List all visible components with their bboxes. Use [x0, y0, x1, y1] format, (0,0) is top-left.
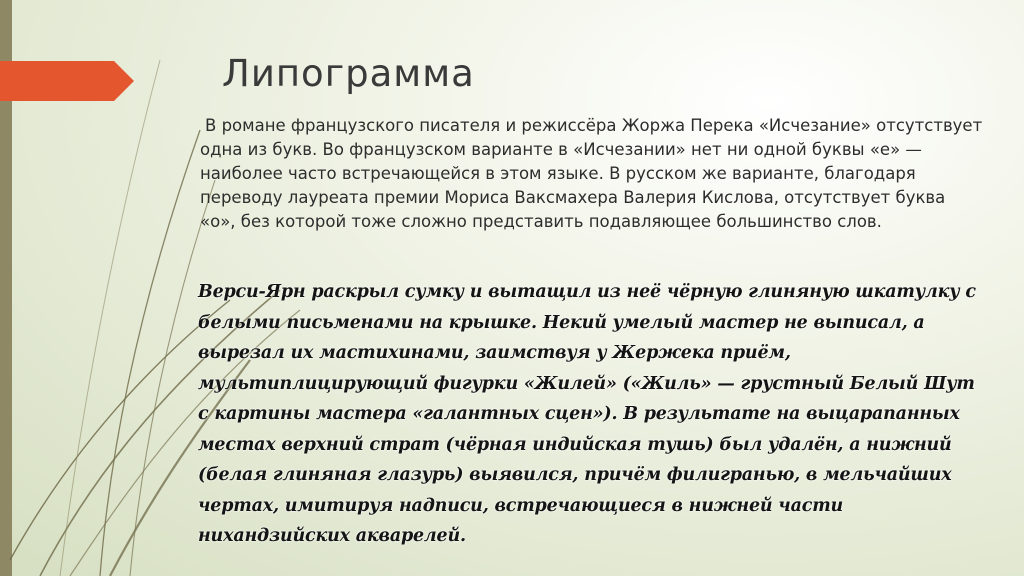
- title-arrow-icon: [0, 61, 134, 101]
- quote-excerpt: Верси-Ярн раскрыл сумку и вытащил из неё чёрную глиняную шкатулку с белыми письменами на крышке. Некий умелый мастер не выписал, а вырезал их мастихинами, заимствуя у Жержека приём, мультиплицирующий фигурки «Жилей» («Жиль» — грустный Белый Шут с картины мастера «галантных сцен»). В результате на выцарапанных местах верхний страт (чёрная индийская тушь) был удалён, а нижний (белая глиняная глазурь) выявился, причём филигранью, в мельчайших чертах, имитируя надписи, встречающиеся в нижней части нихандзийских акварелей.: [198, 282, 976, 546]
- slide-title: Липограмма: [222, 52, 475, 95]
- slide-paragraph: В романе французского писателя и режиссёра Жоржа Перека «Исчезание» отсутствует одна из букв. Во французском варианте в «Исчезании» нет ни одной буквы «е» — наиболее часто встречающейся в этом языке. В русском же варианте, благодаря переводу лауреата премии Мориса Ваксмахера Валерия Кислова, отсутствует буква «о», без которой тоже сложно представить подавляющее большинство слов.: [200, 116, 983, 231]
